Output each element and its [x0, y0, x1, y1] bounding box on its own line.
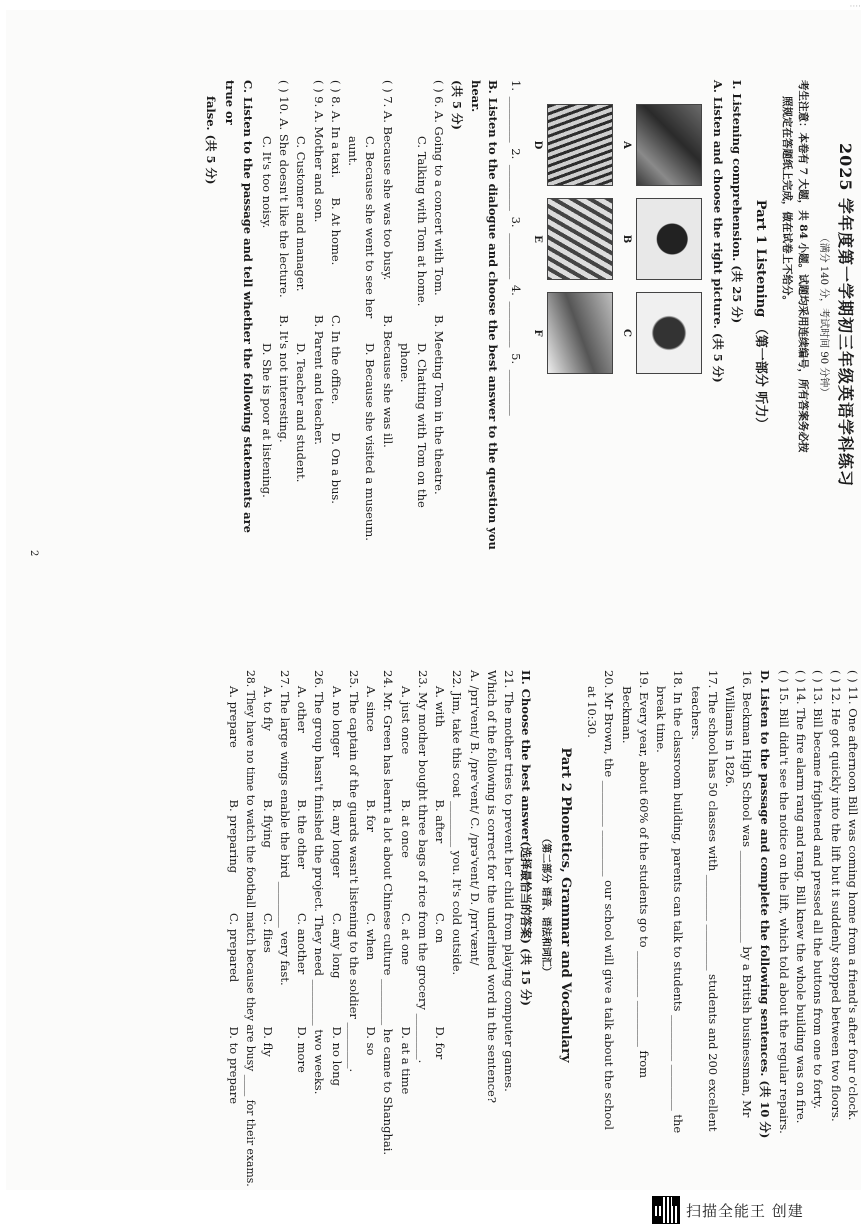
- option-text: D. On a bus.: [329, 432, 343, 504]
- answer-blanks-1-5: 1. ________ 2. ________ 3. ________ 4. ________ 5. ________: [509, 80, 524, 416]
- option-text: C. flies: [260, 913, 275, 953]
- option-text: ( ) 8. A. In a taxi.: [329, 80, 343, 178]
- option-text: C. when: [364, 913, 379, 961]
- option-text: ( ) 6. A. Going to a concert with Tom.: [432, 80, 447, 296]
- question-14: ( ) 14. The fire alarm rang and rang. Bill knew the whole building was on fire.: [794, 670, 809, 1124]
- question-10: [275, 80, 292, 550]
- question-24: 24. Mr. Green has learnt a lot about Chinese culture ________ he came to Shanghai.: [381, 670, 396, 1156]
- option-text: D. Because she visited a museum.: [363, 343, 378, 541]
- page-number: 2: [28, 550, 39, 557]
- option-text: D. for: [433, 1026, 448, 1060]
- question-20-cont: at 10:30.: [585, 686, 600, 738]
- section-b-heading-2: (共 5 分): [449, 80, 464, 130]
- option-text: B. flying: [260, 799, 275, 848]
- option-text: B. Meeting Tom in the theatre.: [432, 315, 447, 495]
- picture-label: D: [532, 140, 544, 150]
- option-text: D. at a time: [398, 1026, 413, 1095]
- picture-label: E: [532, 235, 544, 243]
- question-7: [379, 80, 396, 550]
- picture-label: B: [621, 234, 633, 244]
- question-22-options: [431, 670, 448, 1140]
- picture-labels-bottom: [531, 104, 546, 550]
- option-text: A. other: [295, 686, 310, 733]
- question-19: 19. Every year, about 60% of the students go to ________ ________ from: [637, 670, 651, 1079]
- part1-title: Part 1 Listening （第一部分 听力）: [753, 199, 769, 431]
- option-text: B. Because she was ill.: [380, 315, 395, 448]
- question-18-cont: break time.: [654, 686, 669, 753]
- section-d-heading: D. Listen to the passage and complete the following sentences. (共 10 分): [757, 670, 772, 1139]
- question-23: 23. My mother bought three bags of rice from the grocery ________.: [416, 670, 430, 1064]
- question-19-cont: Beckman.: [619, 686, 634, 744]
- section-c-heading-2: false. (共 5 分): [204, 96, 219, 185]
- option-text: D. Chatting with Tom on the phone.: [398, 343, 430, 508]
- section-b-heading: B. Listen to the dialogue and choose the best answer to the question you hear.: [469, 80, 501, 550]
- option-text: B. preparing: [227, 799, 242, 874]
- option-text: C. another: [295, 913, 310, 975]
- question-23-options: [397, 670, 414, 1140]
- picture-a: [637, 104, 703, 186]
- qr-code-icon: [652, 1196, 680, 1224]
- option-text: ( ) 9. A. Mother and son.: [311, 80, 326, 223]
- picture-label: F: [532, 329, 544, 337]
- corner-mark: ····: [849, 2, 861, 12]
- right-column: [225, 670, 861, 1187]
- left-column: [202, 80, 861, 550]
- question-13: ( ) 13. Bill became frightened and pressed all the buttons from one to forty.: [811, 670, 826, 1110]
- option-text: D. to prepare: [227, 1026, 242, 1105]
- option-text: ( ) 7. A. Because she was too busy.: [380, 80, 395, 281]
- picture-f: [548, 292, 614, 374]
- question-21-prompt: Which of the following is correct for the underlined word in the sentence?: [485, 670, 499, 1104]
- exam-notice-2: 照规定在答题纸上完成，做在试卷上不给分。: [781, 96, 794, 306]
- picture-d: [548, 104, 614, 186]
- option-text: D. more: [295, 1026, 310, 1073]
- question-22: 22. Jim, take this coat ________ you. It's cold outside.: [450, 670, 465, 976]
- watermark-text: 扫描全能王 创建: [686, 1201, 804, 1220]
- option-text: A. no longer: [329, 686, 344, 758]
- option-text: C. at one: [398, 913, 413, 965]
- question-8: [327, 80, 344, 550]
- option-text: D. so: [364, 1026, 379, 1056]
- question-9-cd: [292, 80, 309, 550]
- question-26-options: [293, 670, 310, 1140]
- question-18: 18. In the classroom building, parents can talk to students ________ ________ the: [671, 670, 686, 1134]
- question-24-options: [362, 670, 379, 1140]
- scanned-page: [6, 10, 861, 1190]
- option-text: C. Customer and manager.: [294, 136, 309, 292]
- picture-row: [548, 104, 614, 550]
- exam-notice-1: 考生注意：本卷有 7 大题，共 84 小题。试题均采用连续编号，所有答案务必按: [797, 80, 809, 453]
- question-6-cd: [396, 80, 431, 550]
- question-25-options: [328, 670, 345, 1140]
- picture-c: [637, 292, 703, 374]
- option-text: B. Parent and teacher.: [311, 315, 326, 445]
- option-text: C. It's too noisy.: [260, 136, 274, 229]
- option-text: B. It's not interesting.: [277, 315, 292, 443]
- option-text: D. She is poor at listening.: [260, 343, 274, 498]
- option-text: B. for: [364, 799, 379, 832]
- question-11: ( ) 11. One afternoon Bill was coming home from a friend's after four o'clock.: [846, 670, 860, 1121]
- option-text: A. just once: [398, 686, 413, 755]
- question-28: 28. They have no time to watch the football match because they are busy ____ for their exams.: [244, 670, 258, 1187]
- option-text: C. In the office.: [329, 315, 343, 405]
- option-text: C. Because she went to see her aunt.: [346, 136, 378, 319]
- rotated-page-content: [6, 10, 861, 1190]
- question-15: ( ) 15. Bill didn't see the notice on the lift, which told about the regular repairs.: [777, 670, 791, 1134]
- scanner-watermark: [652, 1196, 804, 1224]
- picture-label: C: [621, 329, 633, 337]
- question-21: 21. The mother tries to prevent her child from playing computer games.: [502, 670, 517, 1092]
- section-ii-heading: II. Choose the best answer(选择最恰当的答案) (共 15 分): [519, 670, 534, 1006]
- question-6: [430, 80, 447, 550]
- option-text: D. no long: [329, 1026, 344, 1086]
- picture-row: [637, 104, 703, 550]
- option-text: C. on: [433, 913, 448, 944]
- picture-labels-top: [620, 104, 635, 550]
- question-27: 27. The large wings enable the bird ________ very fast.: [278, 670, 292, 986]
- question-28-options: [225, 670, 242, 1140]
- part2-subtitle: （第二部分 语音、语法和词汇）: [540, 833, 552, 977]
- question-20: 20. Mr Brown, the ________ ________ our school will give a talk about the school: [602, 670, 617, 1130]
- section-i-heading: I. Listening comprehension. (共 25 分): [730, 80, 744, 324]
- exam-subtitle: （满分 140 分，考试时间 90 分钟）: [818, 232, 829, 398]
- option-text: A. to fly: [260, 686, 275, 731]
- question-17: 17. The school has 50 classes with ________ ________ students and 200 excellent: [706, 670, 720, 1132]
- option-text: A. since: [364, 686, 379, 732]
- question-7-cd: [344, 80, 379, 550]
- option-text: D. fly: [260, 1026, 275, 1057]
- section-c-heading: C. Listen to the passage and tell whether the following statements are true or: [223, 80, 255, 533]
- question-25: 25. The captain of the guards wasn't listening to the soldier ________.: [347, 670, 361, 1073]
- exam-title: 2025 学年度第一学期初三年级英语学科练习: [836, 142, 855, 488]
- option-text: C. any long: [329, 913, 344, 979]
- option-text: B. the other: [295, 799, 310, 870]
- option-text: A. with: [433, 686, 448, 728]
- option-text: C. Talking with Tom at home.: [415, 136, 430, 307]
- option-text: ( ) 10. A. She doesn't like the lecture.: [277, 80, 292, 298]
- picture-e: [548, 198, 614, 280]
- question-10-cd: [258, 80, 275, 550]
- picture-label: A: [621, 141, 633, 149]
- option-text: A. prepare: [227, 686, 242, 748]
- picture-b: [637, 198, 703, 280]
- option-text: C. prepared: [227, 913, 242, 983]
- question-16: 16. Beckman High School was ________________ by a British businessman, Mr: [740, 670, 755, 1118]
- question-26: 26. The group hasn't finished the project. They need ________ two weeks.: [312, 670, 327, 1095]
- section-a-heading: A. Listen and choose the right picture. (共 5 分): [710, 80, 725, 383]
- option-text: B. any longer: [329, 799, 344, 878]
- question-21-options: A. /prɪ'vent/ B. /pre'vent/ C. /prə'vent/ D. /prɪ'vænt/: [467, 670, 482, 966]
- question-17-cont: teachers.: [688, 686, 703, 740]
- question-9: [310, 80, 327, 550]
- question-12: ( ) 12. He got quickly into the lift but it suddenly stopped between two floors.: [828, 670, 843, 1122]
- option-text: D. Teacher and student.: [294, 343, 309, 483]
- option-text: B. after: [433, 799, 448, 844]
- question-27-options: [259, 670, 276, 1140]
- part2-title: Part 2 Phonetics, Grammar and Vocabulary: [558, 747, 573, 1063]
- option-text: B. at once: [398, 799, 413, 858]
- option-text: B. At home.: [329, 197, 343, 266]
- question-16-cont: Williams in 1826.: [723, 686, 738, 788]
